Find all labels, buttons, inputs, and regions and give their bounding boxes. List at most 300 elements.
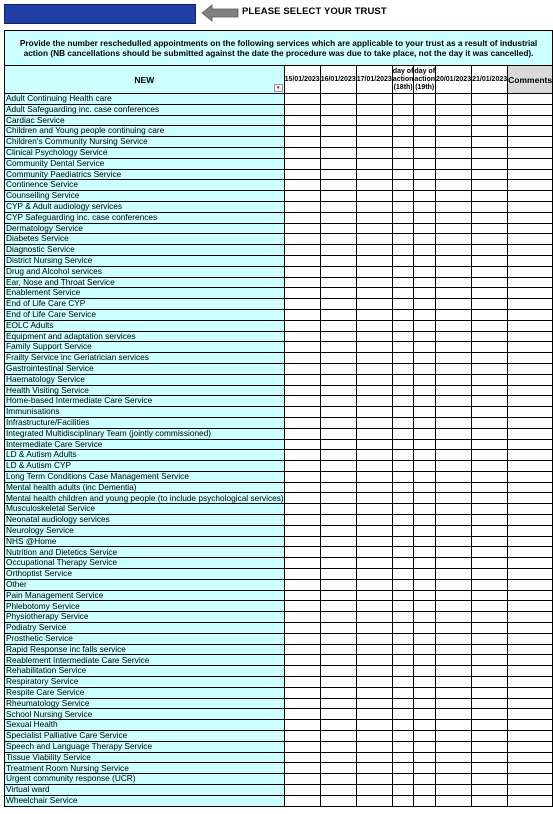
count-input-cell[interactable] (392, 450, 414, 461)
count-input-cell[interactable] (356, 525, 392, 536)
count-input-cell[interactable] (284, 536, 320, 547)
count-input-cell[interactable] (414, 277, 436, 288)
count-input-cell[interactable] (436, 612, 472, 623)
count-input-cell[interactable] (436, 482, 472, 493)
count-input-cell[interactable] (392, 94, 414, 105)
service-name-cell[interactable] (5, 677, 285, 688)
count-input-cell[interactable] (356, 158, 392, 169)
count-input-cell[interactable] (320, 115, 356, 126)
count-input-cell[interactable] (284, 180, 320, 191)
comment-cell[interactable] (508, 288, 553, 299)
count-input-cell[interactable] (414, 115, 436, 126)
count-input-cell[interactable] (320, 504, 356, 515)
comment-cell[interactable] (508, 644, 553, 655)
count-input-cell[interactable] (414, 385, 436, 396)
count-input-cell[interactable] (356, 558, 392, 569)
count-input-cell[interactable] (356, 795, 392, 806)
comment-cell[interactable] (508, 137, 553, 148)
count-input-cell[interactable] (414, 763, 436, 774)
count-input-cell[interactable] (356, 266, 392, 277)
count-input-cell[interactable] (436, 461, 472, 472)
comment-cell[interactable] (508, 504, 553, 515)
service-name-cell[interactable] (5, 428, 285, 439)
count-input-cell[interactable] (414, 731, 436, 742)
comment-cell[interactable] (508, 320, 553, 331)
count-input-cell[interactable] (472, 471, 508, 482)
service-name-cell[interactable] (5, 504, 285, 515)
count-input-cell[interactable] (356, 417, 392, 428)
trust-selector[interactable] (4, 4, 196, 24)
service-name-cell[interactable] (5, 104, 285, 115)
count-input-cell[interactable] (436, 255, 472, 266)
count-input-cell[interactable] (436, 633, 472, 644)
service-name-cell[interactable] (5, 374, 285, 385)
count-input-cell[interactable] (472, 115, 508, 126)
service-name-cell[interactable] (5, 741, 285, 752)
count-input-cell[interactable] (392, 666, 414, 677)
count-input-cell[interactable] (436, 590, 472, 601)
service-name-cell[interactable] (5, 137, 285, 148)
count-input-cell[interactable] (320, 331, 356, 342)
count-input-cell[interactable] (356, 493, 392, 504)
count-input-cell[interactable] (472, 234, 508, 245)
comment-cell[interactable] (508, 731, 553, 742)
count-input-cell[interactable] (436, 579, 472, 590)
count-input-cell[interactable] (392, 687, 414, 698)
count-input-cell[interactable] (472, 126, 508, 137)
service-name-cell[interactable] (5, 633, 285, 644)
count-input-cell[interactable] (320, 417, 356, 428)
count-input-cell[interactable] (356, 342, 392, 353)
count-input-cell[interactable] (436, 774, 472, 785)
count-input-cell[interactable] (436, 450, 472, 461)
service-name-cell[interactable] (5, 191, 285, 202)
count-input-cell[interactable] (356, 180, 392, 191)
count-input-cell[interactable] (472, 623, 508, 634)
count-input-cell[interactable] (472, 147, 508, 158)
count-input-cell[interactable] (320, 363, 356, 374)
count-input-cell[interactable] (414, 288, 436, 299)
count-input-cell[interactable] (356, 331, 392, 342)
service-name-cell[interactable] (5, 320, 285, 331)
service-name-cell[interactable] (5, 245, 285, 256)
count-input-cell[interactable] (284, 288, 320, 299)
count-input-cell[interactable] (472, 644, 508, 655)
comment-cell[interactable] (508, 547, 553, 558)
count-input-cell[interactable] (436, 709, 472, 720)
count-input-cell[interactable] (284, 655, 320, 666)
comment-cell[interactable] (508, 525, 553, 536)
count-input-cell[interactable] (356, 147, 392, 158)
count-input-cell[interactable] (472, 450, 508, 461)
count-input-cell[interactable] (472, 299, 508, 310)
count-input-cell[interactable] (284, 428, 320, 439)
count-input-cell[interactable] (356, 450, 392, 461)
count-input-cell[interactable] (284, 515, 320, 526)
service-name-cell[interactable] (5, 147, 285, 158)
count-input-cell[interactable] (320, 482, 356, 493)
count-input-cell[interactable] (472, 363, 508, 374)
comment-cell[interactable] (508, 223, 553, 234)
count-input-cell[interactable] (414, 191, 436, 202)
service-name-cell[interactable] (5, 525, 285, 536)
count-input-cell[interactable] (436, 223, 472, 234)
count-input-cell[interactable] (414, 525, 436, 536)
service-name-cell[interactable] (5, 720, 285, 731)
count-input-cell[interactable] (392, 644, 414, 655)
count-input-cell[interactable] (356, 677, 392, 688)
count-input-cell[interactable] (436, 644, 472, 655)
count-input-cell[interactable] (284, 687, 320, 698)
count-input-cell[interactable] (356, 633, 392, 644)
count-input-cell[interactable] (356, 461, 392, 472)
comment-cell[interactable] (508, 353, 553, 364)
count-input-cell[interactable] (414, 180, 436, 191)
comment-cell[interactable] (508, 428, 553, 439)
count-input-cell[interactable] (284, 547, 320, 558)
count-input-cell[interactable] (320, 644, 356, 655)
comment-cell[interactable] (508, 633, 553, 644)
count-input-cell[interactable] (356, 601, 392, 612)
count-input-cell[interactable] (414, 342, 436, 353)
count-input-cell[interactable] (414, 633, 436, 644)
count-input-cell[interactable] (472, 320, 508, 331)
count-input-cell[interactable] (356, 201, 392, 212)
count-input-cell[interactable] (436, 515, 472, 526)
count-input-cell[interactable] (320, 601, 356, 612)
count-input-cell[interactable] (356, 482, 392, 493)
count-input-cell[interactable] (414, 666, 436, 677)
count-input-cell[interactable] (436, 363, 472, 374)
count-input-cell[interactable] (320, 169, 356, 180)
count-input-cell[interactable] (320, 137, 356, 148)
count-input-cell[interactable] (472, 785, 508, 796)
comment-cell[interactable] (508, 450, 553, 461)
service-name-cell[interactable] (5, 201, 285, 212)
count-input-cell[interactable] (436, 687, 472, 698)
count-input-cell[interactable] (414, 245, 436, 256)
count-input-cell[interactable] (284, 266, 320, 277)
count-input-cell[interactable] (414, 320, 436, 331)
count-input-cell[interactable] (436, 677, 472, 688)
comment-cell[interactable] (508, 579, 553, 590)
count-input-cell[interactable] (284, 137, 320, 148)
count-input-cell[interactable] (436, 569, 472, 580)
count-input-cell[interactable] (284, 115, 320, 126)
count-input-cell[interactable] (472, 212, 508, 223)
service-name-cell[interactable] (5, 569, 285, 580)
count-input-cell[interactable] (320, 320, 356, 331)
count-input-cell[interactable] (356, 407, 392, 418)
count-input-cell[interactable] (472, 633, 508, 644)
count-input-cell[interactable] (356, 234, 392, 245)
count-input-cell[interactable] (436, 795, 472, 806)
count-input-cell[interactable] (284, 191, 320, 202)
comment-cell[interactable] (508, 741, 553, 752)
count-input-cell[interactable] (472, 795, 508, 806)
comment-cell[interactable] (508, 158, 553, 169)
count-input-cell[interactable] (356, 709, 392, 720)
count-input-cell[interactable] (284, 558, 320, 569)
filter-dropdown-icon[interactable]: ▾ (274, 84, 283, 92)
comment-cell[interactable] (508, 655, 553, 666)
count-input-cell[interactable] (436, 623, 472, 634)
count-input-cell[interactable] (414, 655, 436, 666)
count-input-cell[interactable] (472, 396, 508, 407)
count-input-cell[interactable] (284, 590, 320, 601)
count-input-cell[interactable] (356, 763, 392, 774)
count-input-cell[interactable] (356, 536, 392, 547)
count-input-cell[interactable] (392, 288, 414, 299)
count-input-cell[interactable] (356, 612, 392, 623)
count-input-cell[interactable] (320, 255, 356, 266)
column-header-new[interactable] (5, 66, 285, 94)
count-input-cell[interactable] (320, 288, 356, 299)
count-input-cell[interactable] (356, 299, 392, 310)
count-input-cell[interactable] (472, 353, 508, 364)
count-input-cell[interactable] (356, 353, 392, 364)
count-input-cell[interactable] (392, 407, 414, 418)
count-input-cell[interactable] (414, 569, 436, 580)
count-input-cell[interactable] (414, 266, 436, 277)
count-input-cell[interactable] (284, 147, 320, 158)
count-input-cell[interactable] (472, 191, 508, 202)
count-input-cell[interactable] (436, 558, 472, 569)
count-input-cell[interactable] (392, 525, 414, 536)
count-input-cell[interactable] (392, 309, 414, 320)
comment-cell[interactable] (508, 180, 553, 191)
count-input-cell[interactable] (320, 709, 356, 720)
count-input-cell[interactable] (472, 342, 508, 353)
count-input-cell[interactable] (414, 752, 436, 763)
count-input-cell[interactable] (284, 612, 320, 623)
service-name-cell[interactable] (5, 644, 285, 655)
comment-cell[interactable] (508, 795, 553, 806)
count-input-cell[interactable] (320, 752, 356, 763)
count-input-cell[interactable] (472, 547, 508, 558)
comment-cell[interactable] (508, 169, 553, 180)
count-input-cell[interactable] (436, 137, 472, 148)
count-input-cell[interactable] (414, 147, 436, 158)
count-input-cell[interactable] (284, 450, 320, 461)
count-input-cell[interactable] (472, 407, 508, 418)
count-input-cell[interactable] (392, 234, 414, 245)
count-input-cell[interactable] (356, 385, 392, 396)
count-input-cell[interactable] (392, 752, 414, 763)
service-name-cell[interactable] (5, 774, 285, 785)
count-input-cell[interactable] (472, 169, 508, 180)
comment-cell[interactable] (508, 623, 553, 634)
count-input-cell[interactable] (414, 126, 436, 137)
comment-cell[interactable] (508, 407, 553, 418)
count-input-cell[interactable] (356, 94, 392, 105)
count-input-cell[interactable] (356, 255, 392, 266)
count-input-cell[interactable] (472, 288, 508, 299)
count-input-cell[interactable] (284, 374, 320, 385)
comment-cell[interactable] (508, 212, 553, 223)
service-name-cell[interactable] (5, 698, 285, 709)
count-input-cell[interactable] (284, 439, 320, 450)
count-input-cell[interactable] (284, 363, 320, 374)
count-input-cell[interactable] (356, 191, 392, 202)
count-input-cell[interactable] (320, 741, 356, 752)
count-input-cell[interactable] (472, 504, 508, 515)
count-input-cell[interactable] (356, 590, 392, 601)
count-input-cell[interactable] (414, 428, 436, 439)
count-input-cell[interactable] (356, 137, 392, 148)
count-input-cell[interactable] (284, 234, 320, 245)
service-name-cell[interactable] (5, 158, 285, 169)
count-input-cell[interactable] (472, 223, 508, 234)
count-input-cell[interactable] (472, 245, 508, 256)
count-input-cell[interactable] (284, 720, 320, 731)
count-input-cell[interactable] (392, 255, 414, 266)
count-input-cell[interactable] (320, 266, 356, 277)
count-input-cell[interactable] (320, 471, 356, 482)
service-name-cell[interactable] (5, 731, 285, 742)
count-input-cell[interactable] (436, 720, 472, 731)
count-input-cell[interactable] (284, 785, 320, 796)
count-input-cell[interactable] (284, 795, 320, 806)
count-input-cell[interactable] (392, 558, 414, 569)
service-name-cell[interactable] (5, 482, 285, 493)
count-input-cell[interactable] (284, 731, 320, 742)
service-name-cell[interactable] (5, 396, 285, 407)
count-input-cell[interactable] (356, 579, 392, 590)
count-input-cell[interactable] (436, 493, 472, 504)
count-input-cell[interactable] (414, 104, 436, 115)
count-input-cell[interactable] (356, 644, 392, 655)
count-input-cell[interactable] (356, 547, 392, 558)
count-input-cell[interactable] (436, 331, 472, 342)
count-input-cell[interactable] (472, 201, 508, 212)
service-name-cell[interactable] (5, 795, 285, 806)
count-input-cell[interactable] (320, 234, 356, 245)
count-input-cell[interactable] (436, 698, 472, 709)
count-input-cell[interactable] (320, 763, 356, 774)
count-input-cell[interactable] (320, 579, 356, 590)
count-input-cell[interactable] (414, 515, 436, 526)
count-input-cell[interactable] (392, 191, 414, 202)
count-input-cell[interactable] (414, 439, 436, 450)
count-input-cell[interactable] (392, 245, 414, 256)
count-input-cell[interactable] (284, 482, 320, 493)
count-input-cell[interactable] (414, 396, 436, 407)
count-input-cell[interactable] (472, 461, 508, 472)
service-name-cell[interactable] (5, 590, 285, 601)
comment-cell[interactable] (508, 417, 553, 428)
count-input-cell[interactable] (436, 525, 472, 536)
count-input-cell[interactable] (414, 741, 436, 752)
comment-cell[interactable] (508, 342, 553, 353)
count-input-cell[interactable] (436, 245, 472, 256)
count-input-cell[interactable] (320, 147, 356, 158)
count-input-cell[interactable] (320, 245, 356, 256)
comment-cell[interactable] (508, 461, 553, 472)
count-input-cell[interactable] (320, 698, 356, 709)
count-input-cell[interactable] (392, 342, 414, 353)
count-input-cell[interactable] (284, 417, 320, 428)
count-input-cell[interactable] (320, 407, 356, 418)
count-input-cell[interactable] (356, 623, 392, 634)
count-input-cell[interactable] (284, 774, 320, 785)
count-input-cell[interactable] (436, 309, 472, 320)
service-name-cell[interactable] (5, 342, 285, 353)
count-input-cell[interactable] (284, 493, 320, 504)
count-input-cell[interactable] (414, 579, 436, 590)
count-input-cell[interactable] (414, 558, 436, 569)
count-input-cell[interactable] (436, 407, 472, 418)
count-input-cell[interactable] (472, 439, 508, 450)
count-input-cell[interactable] (320, 158, 356, 169)
count-input-cell[interactable] (356, 741, 392, 752)
count-input-cell[interactable] (392, 774, 414, 785)
comment-cell[interactable] (508, 612, 553, 623)
count-input-cell[interactable] (472, 515, 508, 526)
comment-cell[interactable] (508, 299, 553, 310)
count-input-cell[interactable] (320, 212, 356, 223)
count-input-cell[interactable] (284, 212, 320, 223)
count-input-cell[interactable] (284, 126, 320, 137)
count-input-cell[interactable] (392, 396, 414, 407)
comment-cell[interactable] (508, 677, 553, 688)
count-input-cell[interactable] (392, 461, 414, 472)
count-input-cell[interactable] (356, 309, 392, 320)
count-input-cell[interactable] (436, 169, 472, 180)
count-input-cell[interactable] (472, 104, 508, 115)
count-input-cell[interactable] (472, 752, 508, 763)
count-input-cell[interactable] (472, 331, 508, 342)
count-input-cell[interactable] (320, 493, 356, 504)
count-input-cell[interactable] (284, 525, 320, 536)
count-input-cell[interactable] (414, 450, 436, 461)
count-input-cell[interactable] (284, 471, 320, 482)
count-input-cell[interactable] (320, 104, 356, 115)
count-input-cell[interactable] (320, 299, 356, 310)
count-input-cell[interactable] (436, 299, 472, 310)
count-input-cell[interactable] (414, 353, 436, 364)
count-input-cell[interactable] (436, 428, 472, 439)
count-input-cell[interactable] (436, 104, 472, 115)
count-input-cell[interactable] (392, 677, 414, 688)
count-input-cell[interactable] (472, 763, 508, 774)
count-input-cell[interactable] (392, 471, 414, 482)
comment-cell[interactable] (508, 277, 553, 288)
count-input-cell[interactable] (414, 612, 436, 623)
count-input-cell[interactable] (472, 774, 508, 785)
count-input-cell[interactable] (284, 223, 320, 234)
count-input-cell[interactable] (414, 255, 436, 266)
count-input-cell[interactable] (284, 698, 320, 709)
count-input-cell[interactable] (320, 191, 356, 202)
count-input-cell[interactable] (284, 320, 320, 331)
count-input-cell[interactable] (320, 126, 356, 137)
comment-cell[interactable] (508, 601, 553, 612)
count-input-cell[interactable] (436, 385, 472, 396)
service-name-cell[interactable] (5, 558, 285, 569)
count-input-cell[interactable] (414, 644, 436, 655)
count-input-cell[interactable] (414, 169, 436, 180)
count-input-cell[interactable] (472, 525, 508, 536)
count-input-cell[interactable] (472, 180, 508, 191)
service-name-cell[interactable] (5, 687, 285, 698)
count-input-cell[interactable] (472, 428, 508, 439)
count-input-cell[interactable] (392, 115, 414, 126)
count-input-cell[interactable] (356, 687, 392, 698)
comment-cell[interactable] (508, 774, 553, 785)
count-input-cell[interactable] (436, 191, 472, 202)
count-input-cell[interactable] (320, 666, 356, 677)
